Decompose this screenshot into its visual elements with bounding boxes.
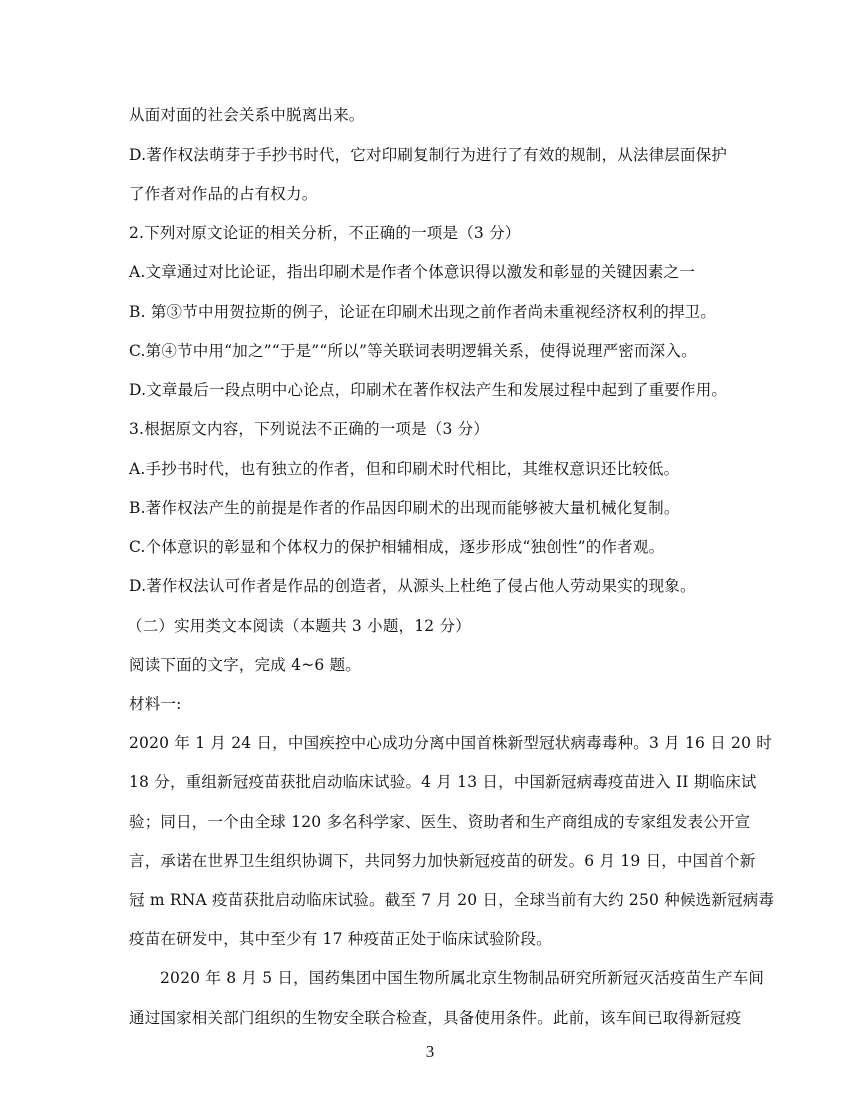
question-3-option-a: A.手抄书时代，也有独立的作者，但和印刷术时代相比，其维权意识还比较低。: [129, 460, 680, 478]
question-3-option-c: C.个体意识的彰显和个体权力的保护相辅相成，逐步形成“独创性”的作者观。: [129, 538, 665, 556]
question-2-option-a: A.文章通过对比论证，指出印刷术是作者个体意识得以激发和彰显的关键因素之一: [129, 263, 696, 281]
question-3-option-d: D.著作权法认可作者是作品的创造者，从源头上杜绝了侵占他人劳动果实的现象。: [129, 577, 696, 595]
question-2-option-c: C.第④节中用“加之”“于是”“所以”等关联词表明逻辑关系，使得说理严密而深入。: [129, 342, 697, 360]
paragraph-line: 2020 年 8 月 5 日，国药集团中国生物所属北京生物制品研究所新冠灭活疫苗生产车间: [160, 969, 765, 987]
text-line: 从面对面的社会关系中脱离出来。: [129, 106, 365, 124]
paragraph-line: 验；同日，一个由全球 120 多名科学家、医生、资助者和生产商组成的专家组发表公开宣: [129, 813, 751, 831]
material-label: 材料一:: [129, 695, 182, 713]
paragraph-line: 冠 m RNA 疫苗获批启动临床试验。截至 7 月 20 日，全球当前有大约 250 种候选新冠病毒: [129, 891, 775, 909]
paragraph-line: 言，承诺在世界卫生组织协调下，共同努力加快新冠疫苗的研发。6 月 19 日，中国首个新: [129, 852, 756, 870]
question-2-option-b: B. 第③节中用贺拉斯的例子，论证在印刷术出现之前作者尚未重视经济权利的捍卫。: [129, 303, 717, 321]
option-d-line: D.著作权法萌芽于手抄书时代，它对印刷复制行为进行了有效的规制，从法律层面保护: [129, 146, 728, 164]
section-heading: （二）实用类文本阅读（本题共 3 小题，12 分）: [127, 617, 471, 635]
question-2: 2.下列对原文论证的相关分析，不正确的一项是（3 分）: [129, 224, 521, 242]
paragraph-line: 18 分，重组新冠疫苗获批启动临床试验。4 月 13 日，中国新冠病毒疫苗进入 II 期临床试: [129, 773, 757, 791]
question-2-option-d: D.文章最后一段点明中心论点，印刷术在著作权法产生和发展过程中起到了重要作用。: [129, 381, 728, 399]
page-number: 3: [425, 1042, 435, 1061]
paragraph-line: 疫苗在研发中，其中至少有 17 种疫苗正处于临床试验阶段。: [129, 930, 552, 948]
paragraph-line: 2020 年 1 月 24 日，中国疾控中心成功分离中国首株新型冠状病毒毒种。3 月 16 日 20 时: [129, 734, 773, 752]
instruction-line: 阅读下面的文字，完成 4~6 题。: [129, 656, 361, 674]
question-3-option-b: B.著作权法产生的前提是作者的作品因印刷术的出现而能够被大量机械化复制。: [129, 499, 680, 517]
text-line: 了作者对作品的占有权力。: [129, 185, 318, 203]
paragraph-line: 通过国家相关部门组织的生物安全联合检查，具备使用条件。此前，该车间已取得新冠疫: [129, 1009, 742, 1027]
question-3: 3.根据原文内容，下列说法不正确的一项是（3 分）: [129, 420, 490, 438]
